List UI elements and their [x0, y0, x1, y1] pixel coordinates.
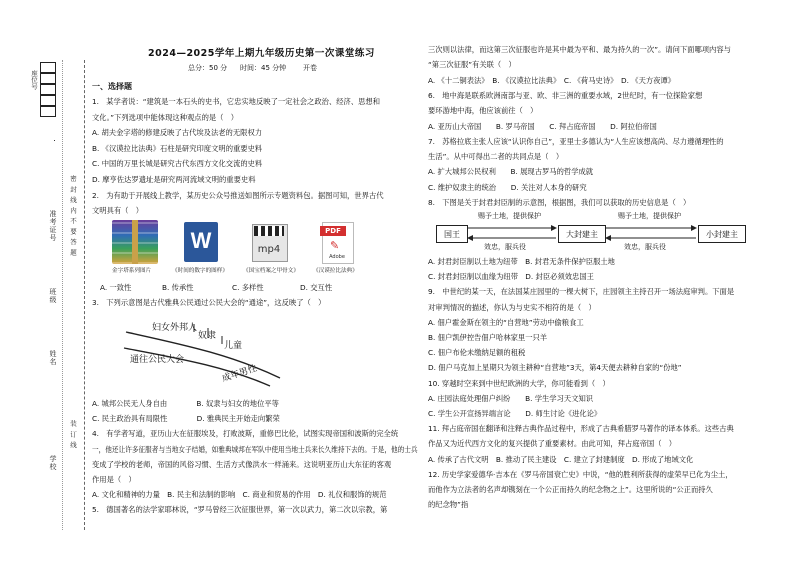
seat-box[interactable] [40, 106, 56, 117]
text-line: B. 佃户凯伊控告佃户哈林家里一只羊 [428, 333, 548, 342]
exam-time: 时间：45 分钟 [240, 64, 287, 72]
seat-box[interactable] [40, 95, 56, 106]
image-caption: 《时间的数字的图样》 [172, 268, 228, 274]
text-line: 1. 某学者说：“建筑是一本石头的史书，它忠实地反映了一定社会之政治、经济、思想和 [92, 97, 381, 106]
pdf-label: PDF [320, 226, 346, 236]
text-line: A. 胡夫金字塔的修建反映了古代埃及法老的无限权力 [92, 128, 263, 138]
option-a: A. 一致性 [100, 283, 132, 292]
pdf-file-icon [314, 220, 360, 264]
box-lesser-lord: 小封建主 [698, 225, 746, 243]
text-line: 作品又为近代西方文化的复兴提供了重要素材。由此可知，拜占庭帝国（ ） [428, 439, 677, 449]
text-line: 要环游地中海，他应该前往（ ） [428, 106, 538, 116]
total-score: 总分：50 分 [188, 64, 228, 72]
mp4-label: mp4 [257, 244, 281, 255]
text-line: 对审判情况的描述，你认为与史实不相符的是（ ） [428, 302, 596, 312]
diagram-label-women-foreigners: 妇女外邦人 [152, 323, 198, 333]
name-label: 姓名 [49, 350, 57, 366]
seat-box[interactable] [40, 62, 56, 73]
text-line: 作用是（ ） [92, 475, 136, 484]
option-d: D. 交互性 [300, 283, 333, 292]
grant-land-text: 赐予土地，提供保护 [618, 212, 681, 220]
mp4-video-icon [246, 220, 292, 264]
text-line: 10. 穿越时空来到中世纪欧洲的大学，你可能看到（ ） [428, 378, 610, 388]
text-line: 9. 中世纪的某一天，在法国某庄园里的一棵大树下，庄园领主主持召开一场法庭审判。下面是 [428, 287, 735, 297]
text-line: A. 亚历山大帝国 B. 罗马帝国 C. 拜占庭帝国 D. 阿拉伯帝国 [428, 121, 657, 131]
binding-dashed-line [84, 60, 85, 530]
diagram-label-adult-men: 成年男性 [220, 363, 259, 385]
text-line: 而他作为立法者的名声却镌刻在一个公正而持久的纪念物之上”。这里所说的“公正而持久 [428, 485, 713, 494]
adobe-label: Adobe [329, 254, 345, 260]
diagram-label-children: 儿童 [224, 341, 243, 351]
text-line: 7. 苏格拉底主张人应该“认识你自己”，亚里士多德认为“人生应该想高尚、尽力遵循理性的 [428, 136, 724, 146]
text-line: C. 中国的万里长城是研究古代东西方文化交流的史料 [92, 159, 263, 169]
word-letter: W [190, 228, 212, 253]
text-line: C. 佃户布伦未缴纳足额的租税 [428, 348, 526, 358]
seat-box[interactable] [40, 84, 56, 95]
option-b: B. 传承性 [162, 283, 194, 292]
text-line: A. 封君封臣制以土地为纽带 B. 封君无条件保护臣服土地 [428, 257, 615, 266]
image-caption: 《汉谟拉比法典》 [313, 268, 358, 274]
diagram-label-to-assembly: 通往公民大会 [130, 355, 185, 365]
grant-land-text: 赐予土地，提供保护 [478, 212, 541, 220]
section-heading: 一、选择题 [92, 82, 132, 91]
loyalty-text: 效忠，服兵役 [484, 243, 526, 251]
seal-dotted-line [62, 60, 63, 530]
text-line: “第三次征服”有关联（ ） [428, 60, 516, 70]
text-line: A. 《十二铜表法》 B. 《汉谟拉比法典》 C. 《荷马史诗》 D. 《天方夜谭》 [428, 75, 676, 85]
text-line: 12. 历史学家爱德华·吉本在《罗马帝国衰亡史》中说，“他的胜利所获得的虚荣早已化为尘土， [428, 469, 733, 479]
text-line: 变成了学校的老师，帝国的风俗习惯、生活方式像洪水一样涌来。这说明亚历山大东征的客观 [92, 459, 392, 469]
exam-type: 开卷 [303, 64, 317, 72]
loyalty-text: 效忠，服兵役 [624, 243, 666, 251]
text-line: A. 传承了古代文明 B. 推动了民主建设 C. 建立了封建制度 D. 形成了地域文化 [428, 454, 694, 464]
winrar-archive-icon [112, 220, 158, 264]
text-line: A. 扩大城邦公民权利 B. 展现古罗马的哲学成就 [428, 167, 594, 177]
binding-line-text: 装 订 线 [69, 420, 77, 449]
word-document-icon [178, 220, 224, 264]
question-3: 3. 下列示意图是古代雅典公民通过公民大会的“通途”，这反映了（ ） [92, 298, 326, 307]
text-line: C. 民主政治具有局限性 D. 雅典民主开始走向繁荣 [92, 414, 280, 424]
option-c: C. 多样性 [232, 283, 264, 292]
adobe-logo-icon: ✎ [330, 239, 340, 252]
text-line: 8. 下图是关于封君封臣制的示意图，根据图，我们可以获取的历史信息是（ ） [428, 198, 691, 207]
text-line: C. 学生公开宣扬异端言论 D. 师生讨论《进化论》 [428, 409, 602, 418]
text-line: B. 《汉谟拉比法典》石柱是研究印度文明的重要史料 [92, 143, 263, 153]
box-king: 国王 [436, 225, 468, 243]
text-line: A. 文化和精神的力量 B. 民主和法制的影响 C. 商业和贸易的作用 D. 礼仪和服饰的规范 [92, 490, 387, 500]
text-line: 的纪念物”指 [428, 500, 469, 510]
page-title: 2024—2025学年上期九年级历史第一次课堂练习 [148, 48, 375, 59]
seat-label: 座位号 [30, 70, 38, 90]
text-line: D. 佃户马克加上星期只为领主耕种“自营地”3天，第4天便去耕种自家的“份地” [428, 363, 682, 373]
text-line: 文明具有（ ） [92, 206, 144, 216]
text-line: 6. 地中海是联系欧洲南部与亚、欧、非三洲的重要水域，2世纪时，有一位探险家想 [428, 90, 703, 100]
text-line: 三次则以法律，而这第三次征服也许是其中最为平和、最为持久的一次”。请问下面哪项内容与 [428, 45, 731, 54]
exam-no-label: 准考证号 [49, 210, 57, 242]
diagram-label-slaves: 奴隶 [198, 331, 217, 341]
text-line: 生活”。从中可得出二者的共同点是（ ） [428, 152, 564, 162]
text-line: C. 封君封臣制以血缘为纽带 D. 封臣必须效忠国王 [428, 272, 594, 282]
box-great-lord: 大封建主 [558, 225, 606, 243]
text-line: A. 佃户霍金斯在领主的“自营地”劳动中偷粮食工 [428, 317, 584, 327]
text-line: 5. 德国著名的法学家耶林说，“罗马曾经三次征服世界，第一次以武力，第二次以宗教，第 [92, 505, 388, 515]
text-line: D. 摩亨佐达罗遗址是研究两河流域文明的重要史料 [92, 175, 256, 184]
text-line: A. 庄园法庭处理佃户纠纷 B. 学生学习天文知识 [428, 393, 594, 403]
text-line: C. 维护奴隶主的统治 D. 关注对人本身的研究 [428, 182, 587, 192]
class-label: 班级 [49, 288, 57, 304]
seal-line-text: 密 封 线 内 不 要 答 题 [69, 175, 77, 257]
image-caption: 金字塔系列图片 [112, 268, 152, 274]
image-caption: 《国宝档案之甲骨文》 [243, 268, 299, 274]
text-line: 文化。”下列选项中能体现这种观点的是（ ） [92, 112, 239, 122]
text-line: A. 城邦公民无人身自由 B. 奴隶与妇女的地位平等 [92, 399, 279, 408]
text-line: 11. 拜占庭帝国在翻译和注释古典作品过程中，形成了古典希腊罗马著作的译本体系。这些古典 [428, 424, 734, 434]
text-line: 4. 有学者写道，亚历山大在征服埃及，打败波斯，重修巴比伦，试图实现帝国和波斯的完全统 [92, 429, 399, 439]
text-line: 一，他还让许多征服者与当地女子结婚，如雅典城邦在军队中使用当地士兵来长久维持下去的。于是，他的士兵 [92, 444, 418, 454]
seat-box[interactable] [40, 73, 56, 84]
text-line: 2. 为有助于开展线上教学，某历史公众号推送如图所示专题资料包。据图可知，世界古代 [92, 190, 384, 200]
school-label: 学校 [49, 455, 57, 471]
